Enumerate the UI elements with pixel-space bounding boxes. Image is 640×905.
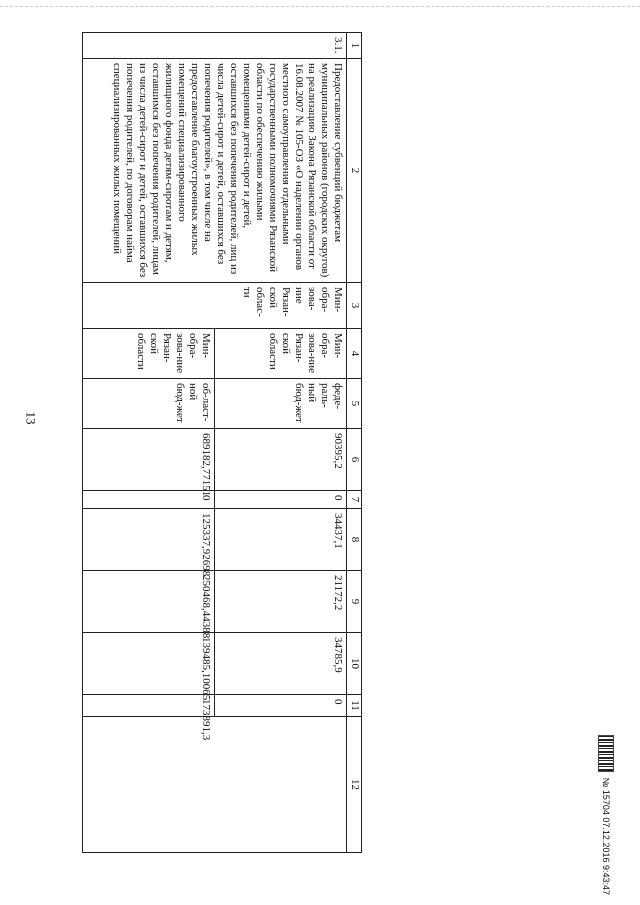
registration-stamp-area (588, 735, 618, 895)
total-cell: 90395,2 (215, 429, 347, 491)
value-cell: 139485,10065 (83, 633, 215, 695)
value-cell: 125337,92698 (83, 509, 215, 571)
value-cell: 173891,3 (83, 695, 215, 717)
header-cell: 11 (347, 695, 362, 717)
row-description: Предоставление субвенций бюджетам муниципальных районов (городских округов) на реализацию Закона Рязанской области от 16.08.2007 № 105-ОЗ «О наделении органов местного самоуправления отдельными государственными полномочиями Рязанской области по обеспечению жилыми помещениями детей-сирот и детей, оставшихся без попечения родителей, лиц из числа детей-сирот и детей, оставшихся без попечения родителей», в том числе на предоставление благоустроенных жилых помещений специализированного жилищного фонда детям-сиротам и детям, оставшимся без попечения родителей, лицам из числа детей-сирот и детей, оставшихся без попечения родителей, по договорам найма специализированных жилых помещений (83, 59, 347, 283)
header-cell: 6 (347, 429, 362, 491)
header-cell: 7 (347, 491, 362, 509)
program-table (82, 32, 362, 853)
header-cell: 1 (347, 33, 362, 59)
value-cell: 0 (215, 695, 347, 717)
header-cell: 10 (347, 633, 362, 695)
admin-cell: Мин-обра-зова-ние Рязан-ской области (215, 329, 347, 379)
header-cell: 8 (347, 509, 362, 571)
page-number: 13 (23, 411, 39, 425)
rotated-table-content (72, 32, 362, 852)
value-cell: 34437,1 (215, 509, 347, 571)
row-id: 3.1. (83, 33, 347, 59)
header-cell: 12 (347, 717, 362, 853)
table-row (215, 33, 347, 853)
header-row (347, 33, 362, 853)
value-cell: 34785,9 (215, 633, 347, 695)
header-cell: 9 (347, 571, 362, 633)
total-cell: 689182,77151 (83, 429, 215, 491)
source-cell: об-ласт-ной бюд-жет (83, 379, 215, 429)
value-cell: 21172,2 (215, 571, 347, 633)
registration-stamp (594, 735, 618, 895)
source-cell: феде-раль-ный бюд-жет (215, 379, 347, 429)
value-cell: 0 (215, 491, 347, 509)
scan-edge-line (0, 6, 640, 7)
value-cell: 0 (83, 491, 215, 509)
note-cell (83, 717, 347, 853)
registration-number: № 15704 07.12.2016 9:43:47 (601, 777, 611, 895)
header-cell: 3 (347, 283, 362, 329)
admin-cell: Мин-обра-зова-ние Рязан-ской области (83, 329, 215, 379)
value-cell: 250468,44388 (83, 571, 215, 633)
rotated-table-area (72, 32, 362, 852)
header-cell: 4 (347, 329, 362, 379)
row-executor: Мин-обра-зова-ние Рязан-ской облас-ти (83, 283, 347, 329)
barcode-icon (598, 735, 614, 772)
header-cell: 5 (347, 379, 362, 429)
header-cell: 2 (347, 59, 362, 283)
